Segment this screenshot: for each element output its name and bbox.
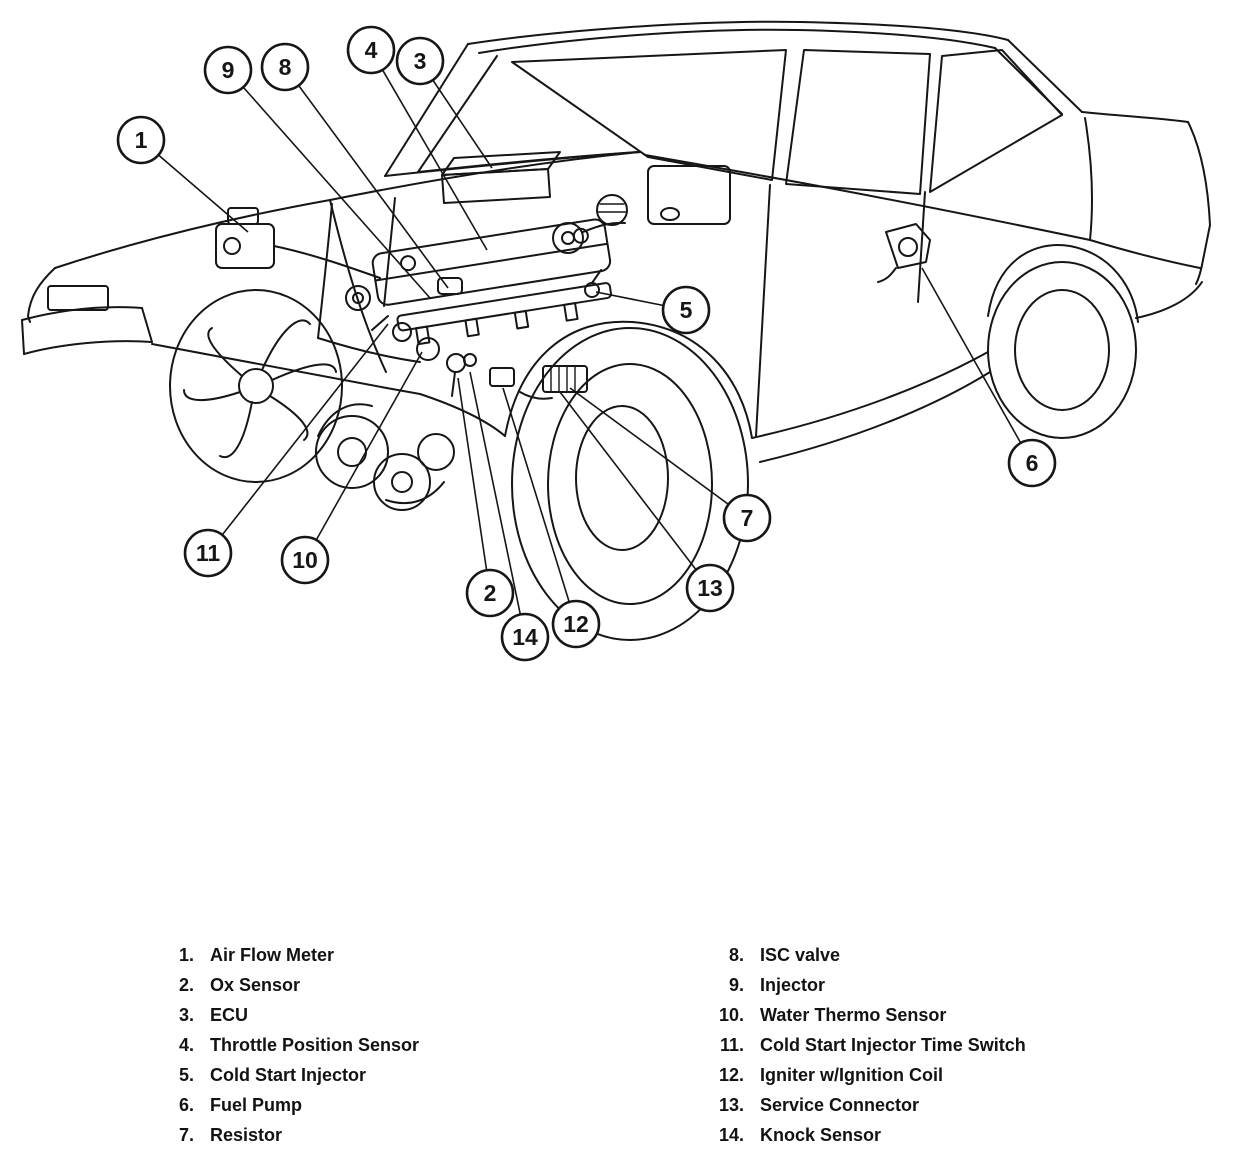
legend-item (150, 1090, 580, 1120)
legend-item (700, 970, 1026, 1000)
component-legend (0, 940, 1248, 1150)
callout-2-number: 2 (483, 580, 497, 606)
legend-item-label: Fuel Pump (210, 1095, 303, 1115)
callout-11-number: 11 (195, 540, 221, 566)
leader-lines (141, 50, 1032, 637)
callout-1-number: 1 (134, 127, 148, 153)
legend-item-number: 9. (728, 975, 744, 995)
callout-3-number: 3 (413, 48, 427, 74)
callout-14 (502, 614, 548, 660)
callout-5 (663, 287, 709, 333)
legend-item (700, 1120, 1026, 1150)
leader-line-2 (458, 378, 490, 593)
firewall-components (597, 166, 730, 225)
callout-9-number: 9 (221, 57, 235, 83)
legend-item-number: 3. (178, 1005, 194, 1025)
callout-3 (397, 38, 443, 84)
legend-item-number: 4. (178, 1035, 194, 1055)
legend-item-number: 1. (178, 945, 194, 965)
legend-item-number: 6. (178, 1095, 194, 1115)
legend-item-label: Injector (760, 975, 826, 995)
water-thermo-sensor-part (417, 338, 439, 360)
legend-item-number: 10. (718, 1005, 744, 1025)
callout-8 (262, 44, 308, 90)
legend-item-label: ECU (210, 1005, 249, 1025)
leader-line-11 (208, 324, 388, 553)
legend-item-number: 8. (728, 945, 744, 965)
legend-item (150, 970, 580, 1000)
callout-7 (724, 495, 770, 541)
legend-item-label: Cold Start Injector (210, 1065, 367, 1085)
legend-item-number: 7. (178, 1125, 194, 1145)
legend-item-number: 13. (718, 1095, 744, 1115)
legend-item (700, 1030, 1026, 1060)
throttle-body (553, 223, 583, 253)
legend-item (700, 1000, 1026, 1030)
callout-6-number: 6 (1025, 450, 1039, 476)
legend-item-number: 12. (718, 1065, 744, 1085)
callout-1 (118, 117, 164, 163)
engine-bay-structure (318, 198, 420, 362)
legend-item-label: Knock Sensor (760, 1125, 882, 1145)
legend-item-label: Service Connector (760, 1095, 920, 1115)
leader-line-9 (228, 70, 430, 298)
callout-5-number: 5 (679, 297, 693, 323)
callout-2 (467, 570, 513, 616)
legend-item (700, 1060, 1026, 1090)
knock-sensor-part (464, 354, 476, 366)
legend-item (150, 1120, 580, 1150)
callout-13-number: 13 (697, 575, 723, 601)
legend-item-label: Igniter w/Ignition Coil (760, 1065, 943, 1085)
callout-8-number: 8 (278, 54, 292, 80)
legend-item-label: Ox Sensor (210, 975, 301, 995)
callout-7-number: 7 (740, 505, 754, 531)
leader-line-13 (560, 392, 710, 588)
rear-wheel (988, 262, 1136, 438)
legend-item-label: Water Thermo Sensor (760, 1005, 947, 1025)
callout-13 (687, 565, 733, 611)
igniter-part (490, 368, 514, 386)
callout-14-number: 14 (512, 624, 538, 650)
legend-item-label: Cold Start Injector Time Switch (760, 1035, 1026, 1055)
legend-item (700, 940, 1026, 970)
callouts (118, 27, 1055, 660)
legend-item-number: 5. (178, 1065, 194, 1085)
legend-item (150, 1030, 580, 1060)
legend-item (700, 1090, 1026, 1120)
leader-line-7 (570, 388, 747, 518)
callout-10-number: 10 (292, 547, 318, 573)
callout-4-number: 4 (364, 37, 378, 63)
legend-column-left (150, 940, 580, 1150)
legend-item-number: 2. (178, 975, 194, 995)
pulleys-and-belts (316, 404, 454, 510)
ox-sensor-part (447, 354, 465, 372)
legend-item (150, 1060, 580, 1090)
legend-item (150, 1000, 580, 1030)
callout-6 (1009, 440, 1055, 486)
legend-column-right (700, 940, 1026, 1150)
callout-12-number: 12 (563, 611, 589, 637)
legend-item-label: ISC valve (760, 945, 841, 965)
engine-assembly (274, 218, 625, 399)
callout-12 (553, 601, 599, 647)
callout-11 (185, 530, 231, 576)
legend-item-number: 11. (719, 1035, 744, 1055)
legend-item-label: Throttle Position Sensor (210, 1035, 420, 1055)
legend-item-number: 14. (718, 1125, 744, 1145)
legend-item (150, 940, 580, 970)
legend-item-label: Resistor (210, 1125, 283, 1145)
callout-10 (282, 537, 328, 583)
callout-9 (205, 47, 251, 93)
callout-4 (348, 27, 394, 73)
legend-item-label: Air Flow Meter (210, 945, 335, 965)
